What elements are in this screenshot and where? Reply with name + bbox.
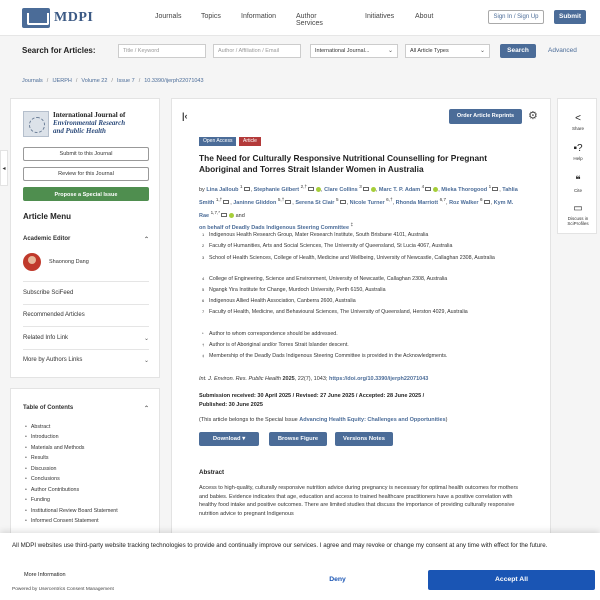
group-author[interactable]: on behalf of Deadly Dads Indigenous Steering Committee (199, 225, 350, 232)
avatar (23, 253, 41, 271)
abstract-text: Access to high-quality, culturally responsive nutrition advice during pregnancy is necessary for optimal health outcomes for mothers and babies. Evidence indicates that age, education and access to trained healthcare practitioners have a positive correlation with healthy food intake and positive outcomes. There are limited studies that discuss the importance of providing culturally responsive nutrition advice to pregnant Indigenous (199, 485, 519, 517)
toc-item[interactable]: • Institutional Review Board Statement (25, 508, 118, 514)
nav-journals[interactable]: Journals (155, 13, 182, 20)
top-header (0, 0, 600, 36)
cookie-text: All MDPI websites use third-party website tracking technologies to provide and continually improve our services. I agree and may revoke or change my consent at any time with effect for the future. (12, 542, 548, 549)
propose-special-issue-button[interactable]: Propose a Special Issue (23, 187, 149, 201)
toc-item[interactable]: • Results (25, 455, 49, 461)
article-title: The Need for Culturally Responsive Nutritional Counselling for Pregnant Aboriginal and Torres Strait Islander Women in Australia (199, 153, 488, 174)
email-icon[interactable] (223, 200, 229, 204)
title-keyword-input[interactable]: Title / Keyword (118, 44, 206, 58)
toc-item[interactable]: • Funding (25, 497, 50, 503)
deny-button[interactable]: Deny (255, 570, 420, 590)
submit-to-journal-button[interactable]: Submit to this Journal (23, 147, 149, 161)
cite-button[interactable]: ❝ Cite (558, 175, 598, 193)
search-label: Search for Articles: (22, 46, 96, 55)
mdpi-logo-text: MDPI (54, 10, 94, 25)
chevron-up-icon: ⌃ (143, 406, 149, 412)
mdpi-logo[interactable] (22, 8, 93, 28)
author-name[interactable]: Roz Walker (449, 199, 479, 206)
chevron-down-icon: ⌄ (479, 48, 485, 54)
chevron-down-icon: ⌄ (143, 358, 149, 364)
author-name[interactable]: Janinne Gliddon (233, 199, 277, 206)
search-button[interactable]: Search (500, 44, 536, 58)
author-name[interactable]: Mieka Thorogood (441, 186, 488, 193)
chevron-down-icon: ⌄ (143, 336, 149, 342)
more-information-link[interactable]: More Information (24, 572, 66, 578)
email-icon[interactable] (484, 200, 490, 204)
special-issue-link[interactable]: Advancing Health Equity: Challenges and Opportunities (299, 417, 446, 423)
email-icon[interactable] (244, 187, 250, 191)
help-icon: ▪? (573, 143, 583, 154)
submit-button[interactable]: Submit (554, 10, 586, 24)
citation: Int. J. Environ. Res. Public Health 2025, 22(7), 1043; https://doi.org/10.3390/ijerph22071043 (199, 376, 429, 382)
table-of-contents (10, 388, 160, 538)
right-action-rail (557, 98, 597, 234)
chevron-down-icon: ▾ (242, 436, 246, 442)
orcid-icon[interactable] (371, 187, 376, 192)
author-name[interactable]: Lina Jalloub (206, 186, 239, 193)
toc-item[interactable]: • Author Contributions (25, 487, 79, 493)
email-icon[interactable] (308, 187, 314, 191)
journal-select[interactable] (310, 44, 398, 58)
author-name[interactable]: Clare Collins (324, 186, 358, 193)
toc-item[interactable]: • Introduction (25, 434, 59, 440)
sign-in-button[interactable]: Sign In / Sign Up (488, 10, 544, 24)
author-name[interactable]: Rhonda Marriott (395, 199, 439, 206)
nav-initiatives[interactable]: Initiatives (365, 13, 395, 20)
subscribe-scifeed-link[interactable]: Subscribe SciFeed (23, 290, 74, 296)
journal-select-value: International Journal... (315, 48, 370, 54)
powered-by-text: Powered by Usercentrics Consent Management (12, 587, 114, 592)
review-for-journal-button[interactable]: Review for this Journal (23, 167, 149, 181)
doi-link[interactable]: https://doi.org/10.3390/ijerph22071043 (328, 376, 429, 382)
collapse-sidebar-icon[interactable]: |‹ (182, 111, 188, 121)
article-sidebar (10, 98, 160, 378)
author-name[interactable]: Marc T. P. Adam (378, 186, 421, 193)
order-reprints-button[interactable]: Order Article Reprints (449, 109, 522, 124)
help-button[interactable]: ▪? Help (558, 143, 598, 161)
orcid-icon[interactable] (316, 187, 321, 192)
email-icon[interactable] (221, 213, 227, 217)
breadcrumb-ijerph[interactable]: IJERPH (52, 78, 72, 84)
author-name[interactable]: Nicole Turner (349, 199, 385, 206)
versions-notes-button[interactable]: Versions Notes (335, 432, 393, 446)
expand-left-tab[interactable]: ◂ (0, 150, 8, 186)
editor-name[interactable]: Shaonong Dang (49, 259, 89, 265)
special-issue-note: (This article belongs to the Special Issue Advancing Health Equity: Challenges and Opportunities) (199, 417, 448, 423)
nav-information[interactable]: Information (241, 13, 277, 20)
nav-about[interactable]: About (415, 13, 434, 20)
more-by-authors-toggle[interactable]: More by Authors Links ⌄ (23, 357, 149, 364)
cookie-consent-banner (0, 533, 600, 600)
nav-topics[interactable]: Topics (201, 13, 221, 20)
publication-dates: Submission received: 30 April 2025 / Revised: 27 June 2025 / Accepted: 28 June 2025 / Published: 30 June 2025 (199, 393, 425, 408)
email-icon[interactable] (363, 187, 369, 191)
share-icon: < (575, 113, 581, 124)
author-list: by Lina Jalloub $^1$, Stephanie Gilbert $^{2,\dagger}$, Clare Collins $^3$, Marc T. P. Adam $^4$, Mieka Thorogood $^1$, Tahlia Smith $^{1,\dagger}$, Janinne Gliddon $^{5,\dagger}$, Serena St Clair $^5$, Nicole Turner $^{6,\dagger}$, Rhonda Marriott $^{6,7}$, Roz Walker $^6$, Kym M. Rae $^{1,7,*}$ and on behalf of Deadly Dads Indigenous Steering Committee ‡ (199, 184, 518, 232)
article-type-select[interactable] (405, 44, 490, 58)
browse-figure-button[interactable]: Browse Figure (269, 432, 327, 446)
breadcrumb-volume[interactable]: Volume 22 (81, 78, 108, 84)
journal-name[interactable]: International Journal of Environmental Research and Public Health (53, 111, 126, 135)
abstract-heading: Abstract (199, 469, 225, 476)
search-bar (0, 36, 600, 68)
breadcrumb-issue[interactable]: Issue 7 (116, 78, 135, 84)
journal-cover-icon[interactable] (23, 111, 49, 137)
chevron-up-icon: ⌃ (143, 237, 149, 243)
related-info-toggle[interactable]: Related Info Link ⌄ (23, 335, 149, 342)
academic-editor-toggle[interactable]: Academic Editor ⌃ (23, 236, 149, 243)
article-type-badge: Article (239, 137, 261, 146)
nav-author-services[interactable]: Author Services (296, 13, 323, 27)
orcid-icon[interactable] (229, 213, 234, 218)
toc-toggle[interactable]: Table of Contents ⌃ (23, 405, 149, 412)
email-icon[interactable] (340, 200, 346, 204)
open-access-badge: Open Access (199, 137, 236, 146)
quote-icon: ❝ (575, 175, 581, 186)
author-name[interactable]: Kym M. Rae (199, 199, 514, 219)
mdpi-logo-icon (22, 8, 50, 28)
author-input[interactable]: Author / Affiliation / Email (213, 44, 301, 58)
orcid-icon[interactable] (433, 187, 438, 192)
accept-all-button[interactable]: Accept All (428, 570, 595, 590)
article-main: |‹ Order Article Reprints ⚙ Open Access Article The Need for Culturally Responsive Nutritional Counselling for Pregnant Aboriginal and Torres Strait Islander Women in Australia by Lina Jalloub $^1$, Stephanie Gilbert $^{2,\dagger}$, Clare Collins $^3$, Marc T. P. Adam $^4$, Mieka Thorogood $^1$, Tahlia Smith $^{1,\dagger}$, Janinne Gliddon $^{5,\dagger}$, Serena St Clair $^5$, Nicole Turner $^{6,\dagger}$, Rhonda Marriott $^{6,7}$, Roz Walker $^6$, Kym M. Rae $^{1,7,*}$ and on behalf of Deadly Dads Indigenous Steering Committee ‡ 1 Indigenous Health Research Group, Mater Research Institute, South Brisbane 4101, Australia 2 Faculty of Humanities, Arts and Social Sciences, The University of Queensland, St Lucia 4067, Australia 3 School of Health Sciences, College of Health, Medicine and Wellbeing, University of Newcastle, Callaghan 2308, Australia 4 College of Engineering, Science and Environment, University of Newcastle, Callaghan 2308, Australia 5 Ngangk Yira Institute for Change, Murdoch University, Perth 6150, Australia 6 Indigenous Allied Health Association, Canberra 2600, Australia 7 Faculty of Health, Medicine, and Behavioural Sciences, The University of Queensland, Herston 4029, Australia * Author to whom correspondence should be addressed. † Author is of Aboriginal and/or Torres Strait Islander descent. ‡ Membership of the Deadly Dads Indigenous Steering Committee is provided in the Acknowledgments. Int. J. Environ. Res. Public Health 2025, 22(7), 1043; https://doi.org/10.3390/ijerph22071043 Submission received: 30 April 2025 / Revised: 27 June 2025 / Accepted: 28 June 2025 / Published: 30 June 2025 (This article belongs to the Special Issue Advancing Health Equity: Challenges and Opportunities) Download ▾ Browse Figure Versions Notes Abstract Access to high-quality, culturally responsive nutrition advice during pregnancy is necessary for optimal health outcomes for mothers and babies. Evidence indicates that age, education and access to trained healthcare practitioners have a positive correlation with healthy food intake and positive outcomes. There are limited studies that discuss the importance of providing culturally responsive nutrition advice to pregnant Indigenous (171, 98, 551, 538)
breadcrumb: Journals / IJERPH / Volume 22 / Issue 7 / 10.3390/ijerph22071043 (22, 78, 204, 84)
author-name[interactable]: Tahlia Smith (199, 186, 518, 206)
article-menu-title: Article Menu (23, 212, 72, 221)
chevron-down-icon: ⌄ (387, 48, 393, 54)
toc-item[interactable]: • Informed Consent Statement (25, 518, 99, 524)
toc-item[interactable]: • Materials and Methods (25, 445, 84, 451)
share-button[interactable]: < Share (558, 113, 598, 131)
toc-item[interactable]: • Abstract (25, 424, 50, 430)
advanced-search-link[interactable]: Advanced (548, 47, 577, 54)
author-name[interactable]: Serena St Clair (295, 199, 335, 206)
toc-item[interactable]: • Discussion (25, 466, 56, 472)
author-name[interactable]: Stephanie Gilbert (253, 186, 300, 193)
download-button[interactable]: Download ▾ (199, 432, 259, 446)
recommended-articles-link[interactable]: Recommended Articles (23, 312, 85, 318)
breadcrumb-journals[interactable]: Journals (22, 78, 43, 84)
email-icon[interactable] (425, 187, 431, 191)
toc-item[interactable]: • Conclusions (25, 476, 60, 482)
discussion-icon: ▭ (573, 203, 583, 214)
email-icon[interactable] (285, 200, 291, 204)
gear-icon[interactable]: ⚙ (528, 110, 538, 122)
email-icon[interactable] (492, 187, 498, 191)
article-type-value: All Article Types (410, 48, 449, 54)
discuss-button[interactable]: ▭ Discuss in SciProfiles (558, 203, 598, 226)
breadcrumb-doi: 10.3390/ijerph22071043 (144, 78, 204, 84)
